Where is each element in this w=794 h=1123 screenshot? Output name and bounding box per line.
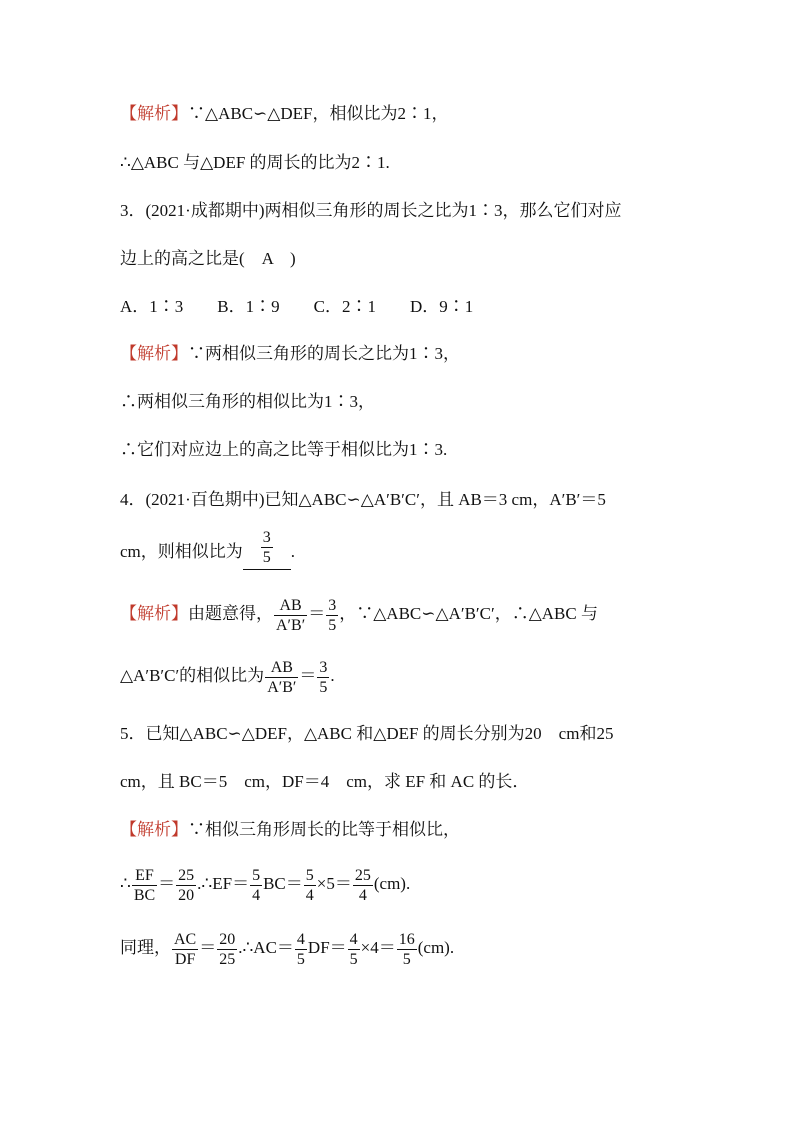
fraction-numerator: 3 [319,658,328,676]
fraction-numerator: 20 [219,930,236,948]
analysis-text: .∴EF＝ [197,874,250,893]
fraction [217,930,237,969]
fraction-denominator: 25 [219,950,236,968]
fraction [132,866,157,905]
fraction-numerator: AB [274,596,307,616]
equals-sign: ＝ [199,938,217,957]
line-a5-3 [120,926,454,970]
therefore-symbol: ∴ [120,874,131,893]
fraction-denominator: 5 [262,549,271,567]
fraction-ratio [317,658,329,697]
analysis-text: .∴AC＝ [238,938,294,957]
analysis-text: (cm). [373,874,411,893]
fraction-denominator: 5 [319,678,328,696]
analysis-tag: 【解析】 [120,820,188,839]
analysis-text: DF＝ [307,938,347,957]
fraction [176,866,196,905]
equals-sign: ＝ [299,666,317,685]
question-text: . [290,542,296,561]
analysis-text: ×4＝ [360,938,396,957]
fraction-numerator: 25 [354,866,371,884]
fraction-numerator: 3 [328,596,337,614]
question-4-line-2 [120,530,295,576]
answer-blank [243,525,291,570]
fraction-denominator: 20 [178,886,195,904]
fraction-denominator: 4 [305,886,314,904]
line-1 [120,103,448,125]
equals-sign: ＝ [158,874,176,893]
analysis-text: 由题意得， [188,604,273,623]
answer-fraction [261,528,273,567]
line-a3-1 [120,343,460,365]
analysis-tag: 【解析】 [120,604,188,623]
fraction-denominator: DF [174,950,196,968]
analysis-text: BC＝ [263,874,303,893]
fraction [304,866,316,905]
fraction-numerator: AB [265,658,298,678]
question-5-line-1: 5．已知△ABC∽△DEF，△ABC 和△DEF 的周长分别为20 cm和25 [120,724,614,743]
analysis-text: ∴△ABC 与△DEF 的周长的比为2∶1. [120,153,390,172]
fraction [348,930,360,969]
fraction-ratio [326,596,338,635]
question-5-line-2: cm，且 BC＝5 cm，DF＝4 cm，求 EF 和 AC 的长． [120,772,530,791]
fraction [172,930,198,969]
analysis-text: ∵两相似三角形的周长之比为1∶3， [188,344,460,363]
analysis-text: ，∵△ABC∽△A′B′C′，∴△ABC 与 [339,604,598,623]
question-3-line-2: 边上的高之比是( A ) [120,249,296,268]
fraction [295,930,307,969]
question-text: cm，则相似比为 [120,542,243,561]
analysis-text: ∵相似三角形周长的比等于相似比， [188,820,460,839]
line-a5-2 [120,862,410,906]
fraction-denominator: BC [133,886,156,904]
fraction [397,930,417,969]
fraction-denominator: A′B′ [276,616,306,634]
fraction [353,866,373,905]
analysis-text: 同理， [120,938,171,957]
fraction-numerator: 5 [252,866,261,884]
analysis-text: ∵△ABC∽△DEF，相似比为2∶1， [188,104,449,123]
fraction-ab [265,658,298,697]
fraction-denominator: A′B′ [267,678,297,696]
fraction-denominator: 5 [349,950,358,968]
fraction-numerator: 5 [305,866,314,884]
fraction [250,866,262,905]
fraction-denominator: 5 [296,950,305,968]
fraction-denominator: 4 [252,886,261,904]
fraction-ab [274,596,307,635]
analysis-text: (cm). [417,938,455,957]
fraction-numerator: 4 [349,930,358,948]
analysis-tag: 【解析】 [120,104,188,123]
line-a4-1 [120,592,598,636]
question-4-line-1: 4．(2021·百色期中)已知△ABC∽△A′B′C′，且 AB＝3 cm，A′B′＝5 [120,490,606,509]
line-a3-2: ∴两相似三角形的相似比为1∶3， [120,392,375,411]
fraction-numerator: AC [174,930,197,948]
question-3-line-1: 3．(2021·成都期中)两相似三角形的周长之比为1∶3，那么它们对应 [120,201,622,220]
question-3-options: A．1∶3 B．1∶9 C．2∶1 D．9∶1 [120,297,474,316]
analysis-text: △A′B′C′的相似比为 [120,666,265,685]
fraction-numerator: EF [132,866,157,886]
analysis-text: . [330,666,335,685]
line-a4-2 [120,654,335,698]
equals-sign: ＝ [308,604,326,623]
fraction-denominator: 4 [358,886,367,904]
fraction-denominator: 5 [328,616,337,634]
analysis-text: ×5＝ [316,874,352,893]
line-a5-1 [120,819,460,841]
line-2 [120,152,390,174]
analysis-tag: 【解析】 [120,344,188,363]
line-a3-3: ∴它们对应边上的高之比等于相似比为1∶3. [120,440,448,459]
fraction-numerator: 4 [296,930,305,948]
fraction-numerator: 3 [262,529,271,547]
fraction-numerator: 25 [178,866,195,884]
fraction-numerator: 16 [398,930,415,948]
fraction-denominator: 5 [402,950,411,968]
